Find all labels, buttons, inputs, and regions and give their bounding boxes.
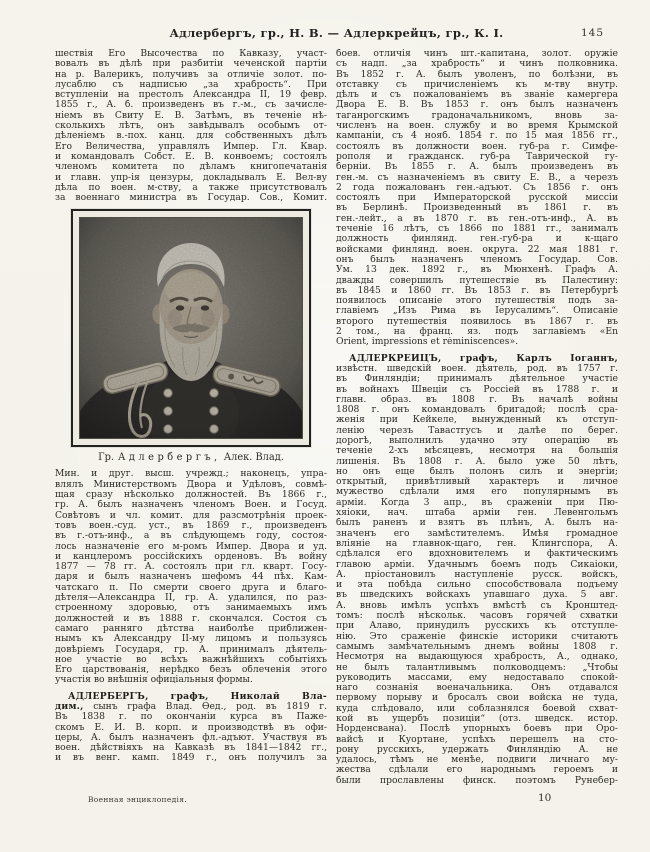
text-line: даря и былъ назначенъ шефомъ 44 пѣх. Кам- bbox=[55, 572, 327, 583]
text-line: самаго ранняго дѣтства наиболѣе приближен- bbox=[55, 623, 327, 634]
text-line: ное участіе во всѣхъ важнѣйшихъ событіяхъ bbox=[55, 654, 327, 665]
text-line: томъ: послѣ нѣскольк. часовъ горячей схватки bbox=[336, 611, 618, 622]
text-line: и главн. упр-ія цензуры, докладывалъ Е. Вел-ву bbox=[55, 172, 327, 183]
text-line: товъ воен.-суд. уст., въ 1869 г., произведенъ bbox=[55, 520, 327, 531]
text-line: лусаблю съ надписью „за храбрость“. При bbox=[55, 79, 327, 90]
text-line: ленію черезъ Тавастгусъ и далѣе по берег. bbox=[336, 425, 618, 436]
text-line: съ надп. „за храбрость“ и чинъ полковника. bbox=[336, 59, 618, 70]
text-line: таганрогскимъ градоначальникомъ, вновь за- bbox=[336, 110, 618, 121]
text-line: влялъ Министерствомъ Двора и Удѣловъ, совмѣ- bbox=[55, 479, 327, 490]
text-line: боев. отличія чинъ шт.-капитана, золот. оружіе bbox=[336, 49, 618, 59]
text-line: главн. образ. въ 1808 г. Въ началѣ войны bbox=[336, 394, 618, 405]
text-line: церы, А. былъ назначенъ фл.-адъют. Участвуя въ bbox=[55, 732, 327, 743]
text-line: лось назначеніе его м-ромъ Импер. Двора и уд. bbox=[55, 541, 327, 552]
text-line: въ г.-отъ-инф., а въ слѣдующемъ году, состоя- bbox=[55, 531, 327, 542]
text-line: Несмотря на выдающуюся храбрость, А., однако, bbox=[336, 652, 618, 663]
portrait-illustration bbox=[79, 217, 303, 439]
caption-given-name: Алек. Влад. bbox=[223, 452, 284, 464]
text-line: Совѣтовъ и чл. комит. для разсмотрѣнія проек- bbox=[55, 510, 327, 521]
paragraph-continuation-left bbox=[55, 49, 327, 203]
text-line: Мин. и друг. высш. учрежд.; наконецъ, упра- bbox=[55, 469, 327, 480]
text-line: вайсѣ и Куортане, успѣхъ перешелъ на сто- bbox=[336, 734, 618, 745]
text-line: наго сознанія военачальника. Онъ отдавался bbox=[336, 683, 618, 694]
text-line: дѣла по воен. м-ству, а также присутствовалъ bbox=[55, 182, 327, 193]
text-line: нію. Это сраженіе финскіе историки считаютъ bbox=[336, 631, 618, 642]
text-line: вовалъ въ дѣлѣ при разбитіи чеченской партіи bbox=[55, 59, 327, 70]
text-line: самымъ замѣчательнымъ днемъ войны 1808 г. bbox=[336, 641, 618, 652]
text-line: онъ былъ назначенъ членомъ Государ. Сов. bbox=[336, 254, 618, 265]
text-line: дорогѣ, выполнилъ удачно эту операцію въ bbox=[336, 435, 618, 446]
text-line: главою арміи. Удачнымъ боемъ подъ Сикаіоки, bbox=[336, 559, 618, 570]
text-line: А. пріостановилъ наступленіе русск. войскъ, bbox=[336, 569, 618, 580]
text-line: извѣстн. шведскій воен. дѣятель, род. въ 1757 г. bbox=[336, 363, 618, 374]
caption-prefix: Гр. bbox=[98, 452, 114, 464]
text-line: кампаніи, съ 4 нояб. 1854 г. по 15 мая 1856 гг., bbox=[336, 131, 618, 142]
paragraph-after-figure bbox=[55, 469, 327, 685]
text-line: сколькихъ лѣтъ, онъ завѣдывалъ особымъ от- bbox=[55, 121, 327, 132]
left-column bbox=[55, 49, 327, 786]
text-line: должность финлянд. ген.-губ-ра и к-щаго bbox=[336, 234, 618, 245]
text-line: открытый, привѣтливый характеръ и личное bbox=[336, 477, 618, 488]
article-adlerkreutz bbox=[336, 354, 618, 786]
text-line: хяіоки, нач. штаба арміи ген. Левенгольмъ bbox=[336, 508, 618, 519]
text-line: дѣлъ и съ пожалованіемъ въ званіе камергера bbox=[336, 90, 618, 101]
portrait-photo bbox=[71, 209, 311, 447]
text-line: скомъ Е. И. В. корп. и производствѣ въ офи- bbox=[55, 722, 327, 733]
text-line: Его Величества, управлялъ Импер. Гл. Квар. bbox=[55, 141, 327, 152]
text-line: жества сдѣлали его народнымъ героемъ и bbox=[336, 765, 618, 776]
text-line: численъ на воен. службу и во время Крымской bbox=[336, 121, 618, 132]
text-line bbox=[55, 692, 327, 702]
text-line: 1855 г., А. б. произведенъ въ г.-м., съ зачисле- bbox=[55, 100, 327, 111]
text-line: были прославлены финск. поэтомъ Рунебер- bbox=[336, 775, 618, 786]
text-line: 1877 — 78 гг. А. состоялъ при гл. кварт. Госу- bbox=[55, 562, 327, 573]
text-line: состоялъ при Императорской русской миссіи bbox=[336, 193, 618, 204]
text-line: участія во внѣшнія офиціальныя формы. bbox=[55, 675, 253, 686]
text-line: чатскаго п. По смерти своего друга и благо- bbox=[55, 582, 327, 593]
sheet-number: 10 bbox=[538, 792, 552, 805]
text-line: ніемъ въ Свиту Е. В. Затѣмъ, въ теченіе нѣ- bbox=[55, 110, 327, 121]
text-line: довѣріемъ Государя, гр. А. принималъ дѣятель- bbox=[55, 644, 327, 655]
text-line: арміи. Когда 3 апр., въ сраженіи при Пю- bbox=[336, 497, 618, 508]
text-line: женія при Кейкеле, вынужденный къ отступ- bbox=[336, 415, 618, 426]
text-line: на р. Валерикъ, получивъ за отличіе золот. по- bbox=[55, 69, 327, 80]
text-line: вступленіи на престолъ Александра II, 19 февр. bbox=[55, 90, 327, 101]
text-line: строенному здоровью, отъ занимаемыхъ имъ bbox=[55, 603, 327, 614]
page-footer bbox=[55, 792, 618, 806]
text-line: щая сразу нѣсколько должностей. Въ 1866 г., bbox=[55, 490, 327, 501]
text-line: ген.-м. съ назначеніемъ въ свиту Е. В., а черезъ bbox=[336, 172, 618, 183]
portrait-figure bbox=[55, 209, 327, 463]
text-line: Ум. 13 дек. 1892 г., въ Мюнхенѣ. Графъ А. bbox=[336, 265, 618, 276]
text-line: не былъ талантливымъ полководцемъ: „Чтобы bbox=[336, 662, 618, 673]
text-line: лишенія. Въ 1808 г. А. было уже 50 лѣтъ, bbox=[336, 456, 618, 467]
two-column-text bbox=[55, 49, 618, 786]
text-line: А. вновь имѣлъ успѣхъ вмѣстѣ съ Кронштед- bbox=[336, 600, 618, 611]
text-line: въ 1845 и 1860 гг. Въ 1853 г. въ Петербургѣ bbox=[336, 285, 618, 296]
text-line: состоялъ въ должности воен. губ-ра г. Симфе- bbox=[336, 141, 618, 152]
article-heading-bold: АДЛЕРКРЕЙЦЪ, графъ, Карлъ Іоганнъ, bbox=[349, 353, 618, 364]
text-line: куда слѣдовало, или соблазнялся боевой схват- bbox=[336, 703, 618, 714]
text-line: кой въ ущербъ позиціи“ (отз. шведск. истор. bbox=[336, 714, 618, 724]
text-line: сдѣлался его вдохновителемъ и фактическимъ bbox=[336, 549, 618, 560]
text-line: дѣленіемъ в.-пох. канц. для собственныхъ дѣлъ bbox=[55, 131, 327, 142]
text-line: и эта побѣда сильно способствовала подъему bbox=[336, 580, 618, 591]
text-line: за военнаго министра въ Государ. Сов., Комит. bbox=[55, 193, 327, 204]
text-line bbox=[336, 354, 618, 364]
text-line: воен. дѣйствіяхъ на Кавказѣ въ 1841—1842 гг., bbox=[55, 743, 327, 754]
text-line: и командовалъ Собст. Е. В. конвоемъ; состоялъ bbox=[55, 151, 327, 162]
text-line: первому порыву и бросалъ свои войска не туда, bbox=[336, 693, 618, 704]
text-line: рополя и гражданск. губ-ра Таврической гу- bbox=[336, 151, 618, 162]
imprint: Военная энциклопедія. bbox=[88, 795, 187, 805]
text-line: Въ 1852 г. А. былъ уволенъ, по болѣзни, въ bbox=[336, 69, 618, 80]
text-line: и канцлеромъ россійскихъ орденовъ. Въ войну bbox=[55, 551, 327, 562]
text-line: берніи. Въ 1855 г. А. былъ произведенъ въ bbox=[336, 162, 618, 173]
portrait-caption bbox=[55, 452, 327, 463]
caption-surname: Адлербергъ, bbox=[117, 452, 221, 464]
text-line: но онъ еще былъ полонъ силъ и энергіи; bbox=[336, 466, 618, 477]
running-title: Адлербергъ, гр., Н. В. — Адлеркрейцъ, гр., К. І. bbox=[169, 26, 504, 40]
paragraph-continuation-right bbox=[336, 49, 618, 348]
text-line: при Алаво, принудилъ русскихъ къ отступле- bbox=[336, 621, 618, 632]
text-line: въ Финляндіи; принималъ дѣятельное участіе bbox=[336, 374, 618, 385]
text-line: Его царствованія, нерѣдко безъ облеченія этого bbox=[55, 665, 327, 676]
article-heading-bold: АДЛЕРБЕРГЪ, графъ, Николай Вла- bbox=[68, 691, 327, 702]
text-line: Двора Е. В. Въ 1853 г. онъ былъ назначенъ bbox=[336, 100, 618, 111]
text-line: главіемъ „Изъ Рима въ Іерусалимъ“. Описаніе bbox=[336, 306, 618, 317]
text-line: Orient, impressions et réminiscences». bbox=[336, 337, 519, 348]
text-line: дѣтеля—Александра II, гр. А. удалился, по раз- bbox=[55, 593, 327, 604]
text-line: второго путешествія появилось въ 1867 г. въ bbox=[336, 316, 618, 327]
text-line: шествія Его Высочества по Кавказу, участ- bbox=[55, 49, 327, 59]
article-adlerberg-nikolai bbox=[55, 692, 327, 764]
text-line: удалось, тѣмъ не менѣе, подвиги личнаго му- bbox=[336, 755, 618, 766]
text-line: ген.-лейт., а въ 1870 г. въ ген.-отъ-инф., А. въ bbox=[336, 213, 618, 224]
page-number: 145 bbox=[580, 27, 604, 39]
text-line: вліяніе на главнок-щаго, ген. Клингспора, А. bbox=[336, 538, 618, 549]
text-line: дим., сынъ графа Влад. Ѳед., род. въ 1819 г. bbox=[55, 701, 327, 712]
text-line: Въ 1838 г. по окончаніи курса въ Паже- bbox=[55, 712, 327, 723]
text-line: нымъ къ Александру II-му лицомъ и пользуясь bbox=[55, 634, 327, 645]
text-line: 2 года пожалованъ ген.-адъют. Съ 1856 г. онъ bbox=[336, 182, 618, 193]
text-line: руководить массами, ему недоставало спокой- bbox=[336, 672, 618, 683]
text-line: 1808 г. онъ командовалъ бригадой; послѣ сра- bbox=[336, 405, 618, 416]
text-line: появилось описаніе этого путешествія подъ за- bbox=[336, 296, 618, 307]
article-heading-bold: дим., bbox=[55, 701, 84, 712]
text-line: гр. А. былъ назначенъ членомъ Воен. и Госуд. bbox=[55, 500, 327, 511]
text-line: въ войнахъ Швеціи съ Россіей въ 1788 г. и bbox=[336, 384, 618, 395]
text-line: въ шведскихъ войскахъ упавшаго духа. 5 авг. bbox=[336, 590, 618, 601]
text-line: въ Берлинѣ. Произведенный въ 1861 г. въ bbox=[336, 203, 618, 214]
text-line: и въ венг. камп. 1849 г., онъ получилъ за bbox=[55, 753, 327, 764]
text-line: войсками финлянд. воен. округа. 22 мая 1881 г. bbox=[336, 244, 618, 255]
page-header bbox=[55, 26, 618, 42]
right-column bbox=[336, 49, 618, 786]
text-line: рону русскихъ, удержать Финляндію А. не bbox=[336, 744, 618, 755]
text-line: членомъ комитета по дѣламъ книгопечатанія bbox=[55, 162, 327, 173]
text-line: дважды совершилъ путешествіе въ Палестину: bbox=[336, 275, 618, 286]
text-line: былъ раненъ и взятъ въ плѣнъ, А. былъ на- bbox=[336, 518, 618, 529]
text-line: Норденсвана). Послѣ упорныхъ боевъ при Оро- bbox=[336, 724, 618, 735]
text-line: отставку съ причисленіемъ къ м-тву внутр. bbox=[336, 79, 618, 90]
text-line: мужество сдѣлали имя его популярнымъ въ bbox=[336, 487, 618, 498]
text-line: должностей и въ 1888 г. скончался. Состоя съ bbox=[55, 613, 327, 624]
text-line: значенъ его замѣстителемъ. Имѣя громадное bbox=[336, 528, 618, 539]
text-line: теченіе 16 лѣтъ, съ 1866 по 1881 гг., занималъ bbox=[336, 224, 618, 235]
text-line: теченіе 2-хъ мѣсяцевъ, несмотря на большія bbox=[336, 446, 618, 457]
text-line: 2 том., на франц. яз. подъ заглавіемъ «En bbox=[336, 327, 618, 338]
